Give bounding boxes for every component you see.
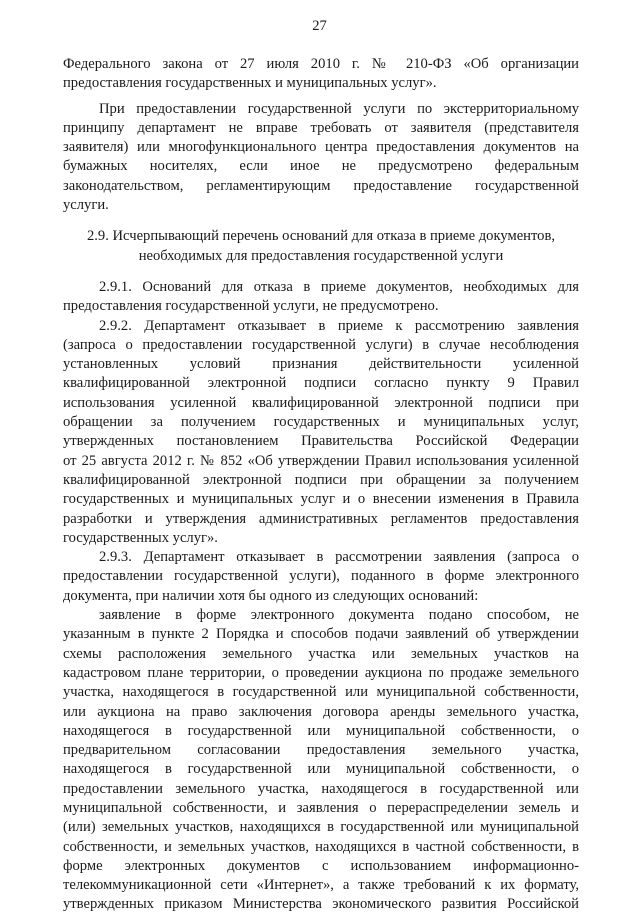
text-line: обращении за получением государственных и муниципальных услуг, [63,414,579,431]
text-line: документа, при наличии хотя бы одного из следующих оснований: [63,587,479,604]
section-heading [63,227,579,266]
text-line: указанным в пункте 2 Порядка и способов подачи заявлений об утверждении [63,626,579,643]
text-line: использования усиленной квалифицированной электронной подписи при [63,394,579,411]
heading-line: 2.9. Исчерпывающий перечень оснований для отказа в приеме документов, [86,228,556,245]
text-line: от 25 августа 2012 г. № 852 «Об утверждении Правил использования усиленной [63,452,579,469]
text-line: утвержденных постановлением Правительства Российской Федерации [63,433,579,450]
text-line: форме электронных документов с использованием информационно- [63,857,579,874]
text-line: кадастровом плане территории, о проведении аукциона по продаже земельного [63,664,579,681]
clause-2-9-2 [63,317,579,549]
text-line: находящегося в государственной или муниципальной собственности, о [63,722,579,739]
text-line: бумажных носителях, если иное не предусмотрено федеральным [63,158,579,175]
text-line: заявителя) или многофункционального центра предоставления документов на [63,139,579,156]
text-line: установленных условий признания действительности усиленной [63,356,579,373]
text-line: предоставления государственных и муниципальных услуг». [63,75,437,92]
text-line: государственных и муниципальных услуг и о внесении изменения в Правила [63,491,579,508]
text-line: квалифицированной электронной подписи при обращении за получением [63,471,579,488]
text-line: заявление в форме электронного документа подано способом, не [99,607,579,624]
text-line: Федерального закона от 27 июля 2010 г. № 210-ФЗ «Об организации [63,56,579,72]
page-number: 27 [312,18,327,34]
text-line: схемы расположения земельного участка или земельных участков на [63,645,579,662]
text-line: находящегося в государственной или муниципальной собственности, о [63,761,579,778]
paragraph-extraterritorial [63,100,579,216]
text-line: муниципальной собственности, и заявления о перераспределении земель и [63,799,579,816]
clause-2-9-3 [63,548,579,606]
text-line: предоставлении государственной услуги), поданного в форме электронного [63,568,579,585]
text-line: утвержденных приказом Министерства экономического развития Российской [63,896,579,913]
text-line: 2.9.1. Оснований для отказа в приеме документов, необходимых для [99,278,579,295]
text-line: 2.9.2. Департамент отказывает в приеме к рассмотрению заявления [99,317,579,334]
text-line: или аукциона на право заключения договора аренды земельного участка, [63,703,579,720]
text-line: собственности, и земельных участков, находящихся в частной собственности, в [63,838,579,855]
text-line: участка, находящегося в государственной или муниципальной собственности, [63,684,579,701]
text-line: услуги. [63,197,109,214]
text-line: государственных услуг». [63,529,218,546]
text-line: разработки и утверждения административных регламентов предоставления [63,510,579,527]
text-line: предоставления государственной услуги, не предусмотрено. [63,298,439,315]
paragraph-law-reference [63,55,579,94]
text-line: предоставлении земельного участка, находящегося в государственной или [63,780,579,797]
document-body [63,55,579,915]
clause-2-9-1 [63,278,579,317]
text-line: При предоставлении государственной услуги по экстерриториальному [99,100,579,117]
text-line: телекоммуникационной сети «Интернет», а также требований к их формату, [63,877,579,894]
text-line: 2.9.3. Департамент отказывает в рассмотрении заявления (запроса о [99,549,579,566]
text-line: законодательством, регламентирующим предоставление государственной [63,177,579,194]
text-line: квалифицированной электронной подписи согласно пункту 9 Правил [63,375,579,392]
paragraph-grounds [63,606,579,915]
text-line: (запроса о предоставлении государственной услуги) в случае несоблюдения [63,336,579,353]
heading-line: необходимых для предоставления государственной услуги [138,247,504,264]
text-line: принципу департамент не вправе требовать от заявителя (представителя [63,119,579,136]
text-line: предварительном согласовании предоставления земельного участка, [63,742,579,759]
text-line: (или) земельных участков, находящихся в государственной или муниципальной [63,819,579,836]
